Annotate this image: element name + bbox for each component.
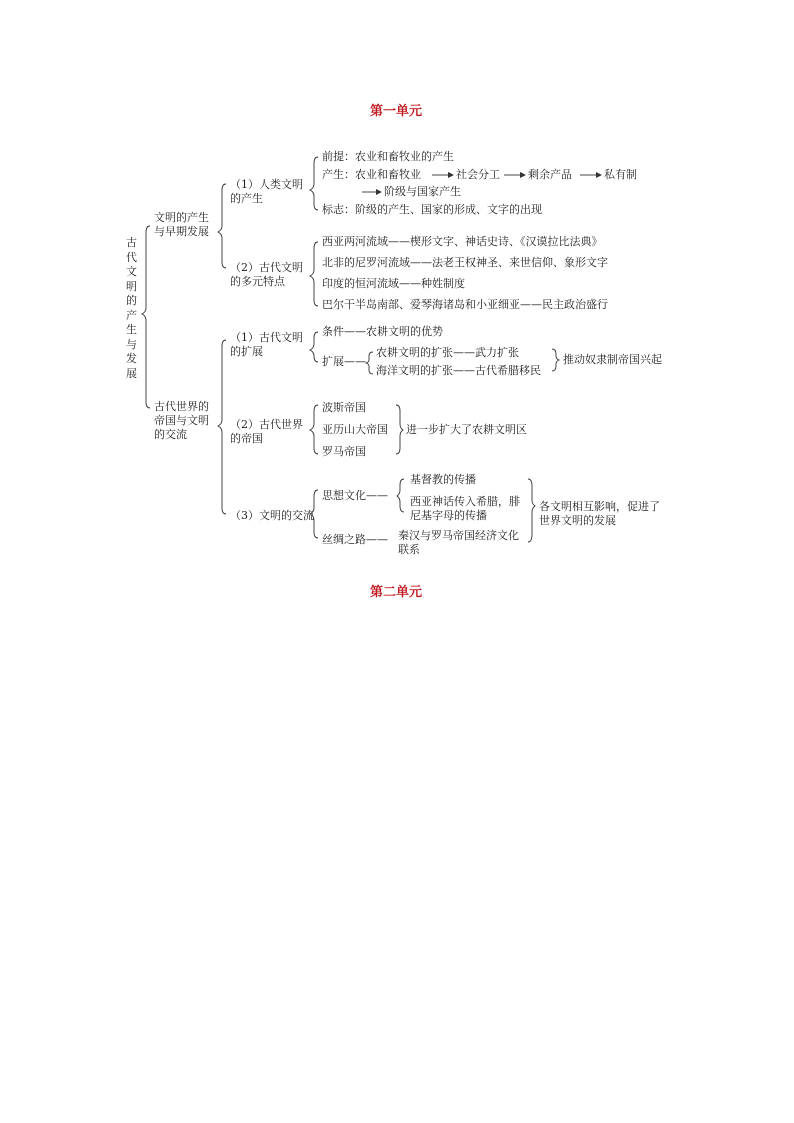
chain-item-1: 社会分工 <box>456 168 500 181</box>
b2s2-node: （2）古代世界的帝国 <box>230 418 303 445</box>
b1-brace <box>218 184 226 268</box>
arrow-3-head <box>596 172 602 178</box>
b2s1-brace <box>310 332 318 362</box>
thought-item-2: 西亚神话传入希腊，腓尼基字母的传播 <box>410 495 520 522</box>
b2s3-node: （3）文明的交流 <box>230 509 314 522</box>
unit-1-heading: 第一单元 <box>370 104 423 119</box>
emergence-prefix: 产生：农业和畜牧业 <box>322 168 421 181</box>
b1s2-brace <box>310 242 318 306</box>
civ-item-4: 巴尔干半岛南部、爱琴海诸岛和小亚细亚——民主政治盛行 <box>322 298 608 311</box>
b1s1-node: （1）人类文明的产生 <box>230 178 303 205</box>
thought-item-1: 基督教的传播 <box>410 473 476 486</box>
b1s2-node: （2）古代文明的多元特点 <box>230 261 303 288</box>
exchange-result-brace <box>528 479 535 542</box>
b2s2-brace <box>310 405 318 454</box>
empires-result: 进一步扩大了农耕文明区 <box>406 423 527 436</box>
expansion-item-2: 海洋文明的扩张——古代希腊移民 <box>376 364 541 377</box>
empire-item-3: 罗马帝国 <box>322 445 366 458</box>
expansion-item-1: 农耕文明的扩张——武力扩张 <box>376 346 519 359</box>
thought-brace <box>397 479 404 512</box>
exchange-result: 各文明相互影响，促进了世界文明的发展 <box>539 500 660 527</box>
empires-result-brace <box>396 405 403 454</box>
sign-text: 标志：阶级的产生、国家的形成、文字的出现 <box>322 203 542 216</box>
chain-item-2: 剩余产品 <box>528 168 572 181</box>
expansion-result-brace <box>552 349 559 371</box>
chain-item-3: 私有制 <box>604 168 637 181</box>
civ-item-1: 西亚两河流域——楔形文字、神话史诗、《汉谟拉比法典》 <box>322 235 603 248</box>
b1s1-brace <box>310 157 318 210</box>
silk-text: 秦汉与罗马帝国经济文化联系 <box>398 529 519 556</box>
arrow-2-head <box>520 172 526 178</box>
b2s1-node: （1）古代文明的扩展 <box>230 331 303 358</box>
expansion-result: 推动奴隶制帝国兴起 <box>563 353 662 366</box>
condition-text: 条件——农耕文明的优势 <box>322 325 443 338</box>
root-node: 古代文明的产生与发展 <box>126 236 137 380</box>
expansion-brace <box>366 352 373 374</box>
civ-item-3: 印度的恒河流域——种姓制度 <box>322 277 465 290</box>
branch-text: 阶级与国家产生 <box>384 185 461 198</box>
premise-text: 前提：农业和畜牧业的产生 <box>322 150 454 163</box>
silk-label: 丝绸之路—— <box>322 533 388 546</box>
empire-item-2: 亚历山大帝国 <box>322 423 388 436</box>
arrow-1-head <box>448 172 454 178</box>
root-brace <box>142 226 150 408</box>
b2-node: 古代世界的帝国与文明的交流 <box>154 400 209 441</box>
expansion-label: 扩展—— <box>322 355 366 368</box>
b2-brace <box>218 340 226 514</box>
b1-node: 文明的产生与早期发展 <box>154 211 209 238</box>
thought-label: 思想文化—— <box>322 489 388 502</box>
unit-2-heading: 第二单元 <box>370 585 423 600</box>
empire-item-1: 波斯帝国 <box>322 401 366 414</box>
arrow-4-head <box>376 189 382 195</box>
civ-item-2: 北非的尼罗河流域——法老王权神圣、来世信仰、象形文字 <box>322 256 608 269</box>
